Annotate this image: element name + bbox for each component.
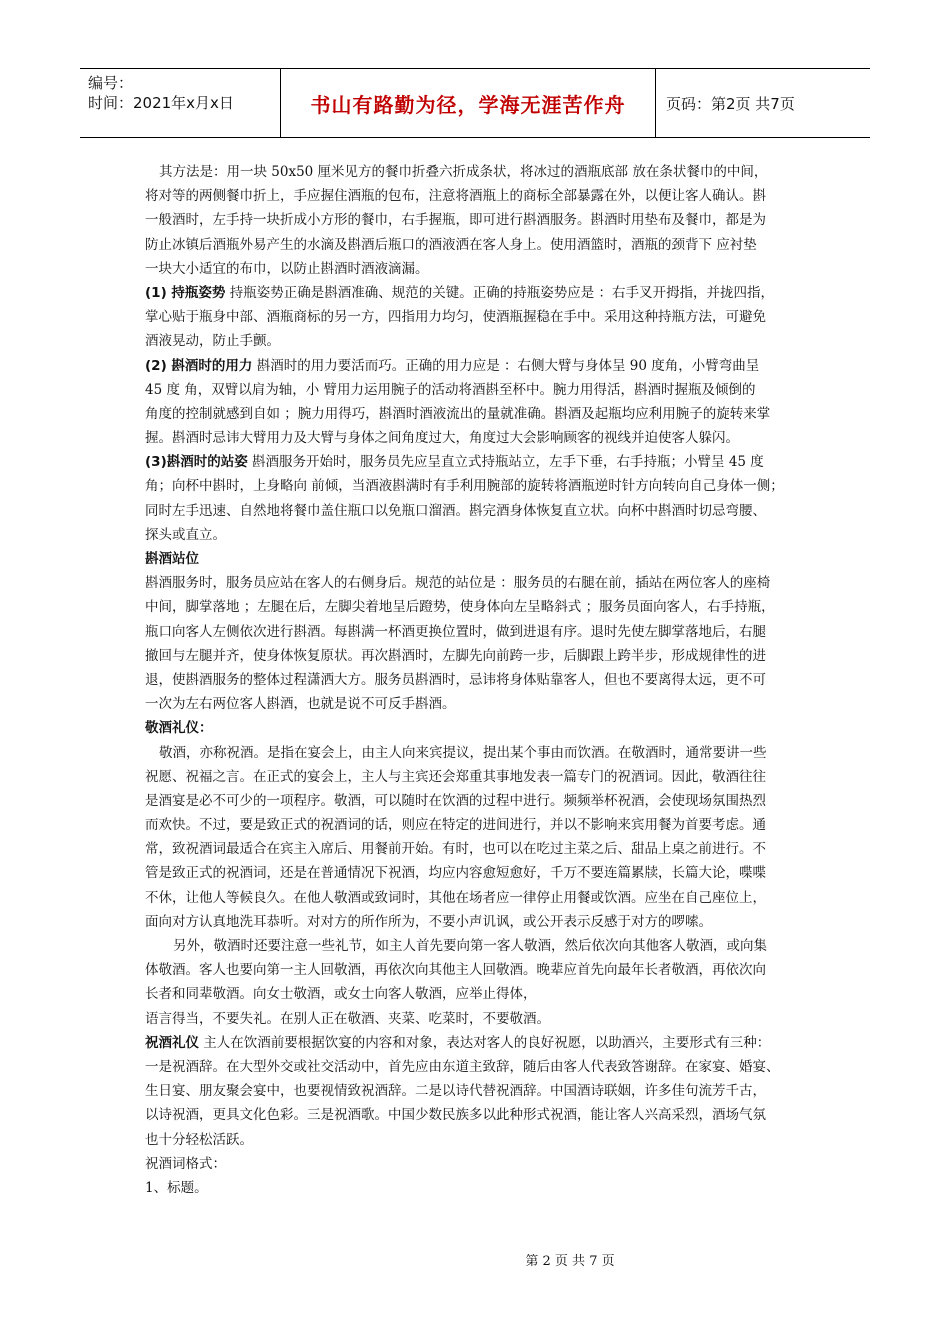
- paragraph-line: 退，使斟酒服务的整体过程潇洒大方。服务员斟酒时，忌讳将身体贴靠客人，但也不要离得太远，更不可: [145, 671, 766, 688]
- paragraph-line: 酒液晃动，防止手颤。: [145, 333, 280, 350]
- format-label: 祝酒词格式：: [145, 1155, 226, 1172]
- format-item: 1、标题。: [145, 1179, 208, 1196]
- paragraph-line: 斟酒服务时，服务员应站在客人的右侧身后。规范的站位是 ：服务员的右腿在前，插站在两位客人的座椅: [145, 575, 771, 592]
- header-page-number: 页码：第2页 共7页: [666, 94, 795, 113]
- paragraph-line: 一般酒时，左手持一块折成小方形的餐巾，右手握瓶，即可进行斟酒服务。斟酒时用垫布及餐巾，都是为: [145, 212, 766, 229]
- paragraph-line: 同时左手迅速、自然地将餐巾盖住瓶口以免瓶口溜酒。斟完酒身体恢复直立状。向杯中斟酒时切忌弯腰、: [145, 502, 766, 519]
- header-motto-cell: [281, 69, 656, 137]
- page-header: [80, 68, 870, 138]
- paragraph-line: 中间，脚掌落地 ；左腿在后，左脚尖着地呈后蹬势，使身体向左呈略斜式 ；服务员面向客人，右手持瓶，: [145, 599, 775, 616]
- paragraph-line: 一次为左右两位客人斟酒，也就是说不可反手斟酒。: [145, 696, 456, 713]
- paragraph-line: 长者和同辈敬酒。向女士敬酒，或女士向客人敬酒，应举止得体，: [145, 986, 537, 1003]
- paragraph-line: 掌心贴于瓶身中部、酒瓶商标的另一方，四指用力均匀，使酒瓶握稳在手中。采用这种持瓶方法，可避免: [145, 309, 766, 326]
- paragraph-line: 一是祝酒辞。在大型外交或社交活动中，首先应由东道主致辞，随后由客人代表致答谢辞。在家宴、婚宴、: [145, 1058, 780, 1075]
- section-stance: [145, 450, 810, 474]
- paragraph-line: 握。斟酒时忌讳大臂用力及大臂与身体之间角度过大，角度过大会影响顾客的视线并迫使客人躲闪。: [145, 430, 739, 447]
- paragraph-line: 防止冰镇后酒瓶外易产生的水滴及斟酒后瓶口的酒液洒在客人身上。使用酒篮时，酒瓶的颈背下 应衬垫: [145, 236, 757, 253]
- document-body: [145, 160, 810, 1200]
- paragraph-line: 瓶口向客人左侧依次进行斟酒。每斟满一杯酒更换位置时，做到进退有序。退时先使左脚掌落地后，右腿: [145, 623, 766, 640]
- footer-page-number: 第 2 页 共 7 页: [525, 1254, 615, 1269]
- paragraph-text: 持瓶姿势正确是斟酒准确、规范的关键。正确的持瓶姿势应是 ：右手叉开拇指，并拢四指，: [225, 284, 775, 301]
- paragraph-line: 面向对方认真地洗耳恭听。对对方的所作所为，不要小声讥讽，或公开表示反感于对方的啰嗦。: [145, 913, 712, 930]
- paragraph-line: 也十分轻松活跃。: [145, 1131, 253, 1148]
- paragraph-line: 而欢快。不过，要是致正式的祝酒词的话，则应在特定的进间进行，并以不影响来宾用餐为首要考虑。通: [145, 817, 766, 834]
- paragraph-text: 斟酒服务开始时，服务员先应呈直立式持瓶站立，左手下垂，右手持瓶；小臂呈 45 度: [247, 454, 764, 471]
- paragraph-line: 探头或直立。: [145, 526, 226, 543]
- section-title: (1) 持瓶姿势: [145, 284, 226, 301]
- paragraph-line: 撤回与左腿并齐，使身体恢复原状。再次斟酒时，左脚先向前跨一步，后脚跟上跨半步，形成规律性的进: [145, 647, 766, 664]
- paragraph-line: 另外，敬酒时还要注意一些礼节，如主人首先要向第一客人敬酒，然后依次向其他客人敬酒，或向集: [173, 938, 767, 954]
- paragraph-text: 斟酒时的用力要活而巧。正确的用力应是 ：右侧大臂与身体呈 90 度角，小臂弯曲呈: [252, 357, 760, 374]
- paragraph-line: 敬酒，亦称祝酒。是指在宴会上，由主人向来宾提议，提出某个事由而饮酒。在敬酒时，通常要讲一些: [159, 744, 767, 761]
- section-title: 祝酒礼仪: [145, 1034, 199, 1051]
- paragraph-line: 将对等的两侧餐巾折上，手应握住酒瓶的包布，注意将酒瓶上的商标全部暴露在外，以便让客人确认。斟: [145, 188, 766, 205]
- header-motto: 书山有路勤为径，学海无涯苦作舟: [310, 92, 626, 117]
- paragraph-line: 语言得当，不要失礼。在别人正在敬酒、夹菜、吃菜时，不要敬酒。: [145, 1010, 550, 1027]
- header-page-cell: [656, 69, 870, 137]
- paragraph-line: 角度的控制就感到自如 ；腕力用得巧，斟酒时酒液流出的量就准确。斟酒及起瓶均应利用腕子的旋转来掌: [145, 405, 771, 422]
- section-hold-bottle: [145, 281, 810, 305]
- section-title: (3)斟酒时的站姿: [145, 454, 248, 471]
- section-cheers: [145, 1031, 810, 1055]
- paragraph-line: 以诗祝酒，更具文化色彩。三是祝酒歌。中国少数民族多以此种形式祝酒，能让客人兴高采烈，酒场气氛: [145, 1107, 766, 1124]
- heading-position: 斟酒站位: [145, 551, 199, 567]
- paragraph-line: 体敬酒。客人也要向第一主人回敬酒，再依次向其他主人回敬酒。晚辈应首先向最年长者敬酒，再依次向: [145, 962, 766, 979]
- document-number: 编号：: [88, 74, 134, 92]
- header-meta: [80, 69, 281, 137]
- paragraph-line: 生日宴、朋友聚会宴中，也要视情致祝酒辞。二是以诗代替祝酒辞。中国酒诗联姻，许多佳句流芳千古，: [145, 1083, 766, 1100]
- paragraph-line: 不休，让他人等候良久。在他人敬酒或致词时，其他在场者应一律停止用餐或饮酒。应坐在自己座位上，: [145, 889, 766, 906]
- paragraph-line: 管是致正式的祝酒词，还是在普通情况下祝酒，均应内容愈短愈好，千万不要连篇累牍，长篇大论，喋喋: [145, 865, 766, 882]
- paragraph-line: 常，致祝酒词最适合在宾主入席后、用餐前开始。有时，也可以在吃过主菜之后、甜品上桌之前进行。不: [145, 841, 766, 858]
- paragraph-text: 主人在饮酒前要根据饮宴的内容和对象，表达对客人的良好祝愿，以助酒兴，主要形式有三种：: [199, 1034, 771, 1051]
- document-date: 时间：2021年x月x日: [88, 94, 234, 112]
- paragraph-line: 其方法是：用一块 50x50 厘米见方的餐巾折叠六折成条状，将冰过的酒瓶底部 放在条状餐巾的中间，: [159, 164, 768, 180]
- paragraph-line: 45 度 角，双臂以肩为轴，小 臂用力运用腕子的活动将酒斟至杯中。腕力用得活，斟酒时握瓶及倾倒的: [145, 381, 756, 398]
- heading-toast-etiquette: 敬酒礼仪：: [145, 720, 213, 737]
- page-footer: [0, 1250, 950, 1269]
- paragraph-line: 角；向杯中斟时，上身略向 前倾，当酒液斟满时有手利用腕部的旋转将酒瓶逆时针方向转向自己身体一侧；: [145, 478, 784, 495]
- section-force: [145, 354, 810, 378]
- paragraph-line: 一块大小适宜的布巾，以防止斟酒时酒液滴漏。: [145, 260, 429, 277]
- paragraph-line: 祝愿、祝福之言。在正式的宴会上，主人与主宾还会郑重其事地发表一篇专门的祝酒词。因此，敬酒往往: [145, 768, 766, 785]
- paragraph-line: 是酒宴是必不可少的一项程序。敬酒，可以随时在饮酒的过程中进行。频频举杯祝酒，会使现场氛围热烈: [145, 792, 766, 809]
- section-title: (2) 斟酒时的用力: [145, 357, 253, 374]
